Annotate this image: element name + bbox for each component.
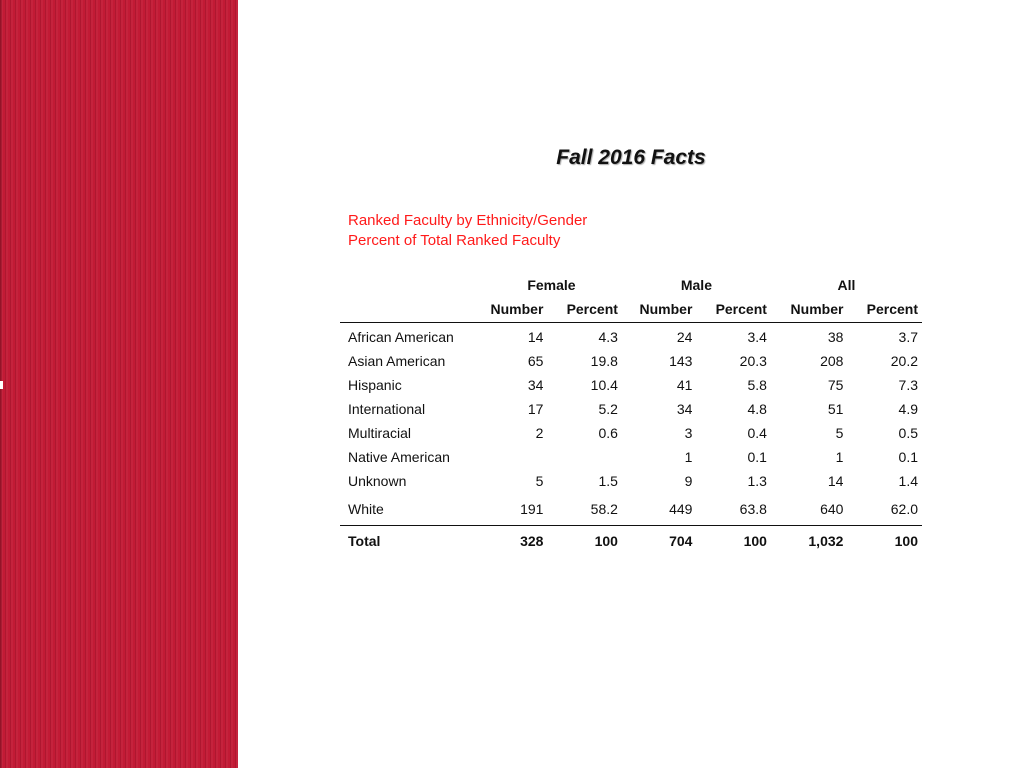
table-row bbox=[340, 469, 922, 493]
cell-all-number: 14 bbox=[827, 473, 844, 489]
table-row bbox=[340, 373, 922, 397]
cell-male-percent: 3.4 bbox=[747, 329, 767, 345]
cell-female-percent: 5.2 bbox=[598, 401, 618, 417]
group-header-all: All bbox=[837, 277, 856, 293]
total-male-percent: 100 bbox=[743, 533, 767, 549]
group-header-male: Male bbox=[680, 277, 712, 293]
subtitle-percent-total: Percent of Total Ranked Faculty bbox=[348, 232, 561, 249]
total-female-number: 328 bbox=[520, 533, 544, 549]
cell-male-number: 449 bbox=[622, 493, 697, 526]
row-label: Native American bbox=[348, 449, 450, 465]
cell-all-percent: 4.9 bbox=[898, 401, 918, 417]
cell-male-percent: 0.4 bbox=[747, 425, 767, 441]
column-header-male-percent: Percent bbox=[696, 296, 771, 323]
cell-male-number: 143 bbox=[669, 353, 693, 369]
cell-male-number: 41 bbox=[676, 377, 693, 393]
row-label: Hispanic bbox=[348, 377, 402, 393]
group-header-empty bbox=[340, 274, 481, 296]
cell-male-percent: 20.3 bbox=[739, 353, 767, 369]
cell-all-number: 5 bbox=[835, 425, 844, 441]
cell-female-number: 65 bbox=[527, 353, 544, 369]
table-row bbox=[340, 493, 922, 526]
cell-all-number: 75 bbox=[827, 377, 844, 393]
total-all-percent: 100 bbox=[894, 533, 918, 549]
cell-female-number: 17 bbox=[527, 401, 544, 417]
cell-all-percent: 7.3 bbox=[898, 377, 918, 393]
cell-female-number: 5 bbox=[535, 473, 544, 489]
row-label: White bbox=[340, 493, 481, 526]
cell-female-percent: 0.6 bbox=[598, 425, 618, 441]
cell-female-percent: 1.5 bbox=[598, 473, 618, 489]
column-header-female-percent: Percent bbox=[547, 296, 622, 323]
faculty-table-container bbox=[340, 274, 922, 556]
column-header-all-percent: Percent bbox=[847, 296, 922, 323]
row-label: Unknown bbox=[348, 473, 407, 489]
cell-female-number: 2 bbox=[535, 425, 544, 441]
row-label: African American bbox=[348, 329, 454, 345]
table-row bbox=[340, 445, 922, 469]
cell-male-number: 9 bbox=[684, 473, 693, 489]
total-row bbox=[340, 526, 922, 557]
cell-female-percent bbox=[547, 445, 622, 469]
cell-male-percent: 5.8 bbox=[747, 377, 767, 393]
cell-male-percent: 1.3 bbox=[747, 473, 767, 489]
row-label: International bbox=[348, 401, 426, 417]
column-header-label bbox=[340, 296, 481, 323]
cell-male-percent: 4.8 bbox=[747, 401, 767, 417]
column-header-female-number: Number bbox=[481, 296, 547, 323]
cell-female-percent: 19.8 bbox=[590, 353, 618, 369]
cell-all-number: 38 bbox=[827, 329, 844, 345]
cell-male-percent: 63.8 bbox=[696, 493, 771, 526]
group-header-row bbox=[340, 274, 922, 296]
subtitle-ethnicity-gender: Ranked Faculty by Ethnicity/Gender bbox=[348, 212, 588, 229]
group-header-female: Female bbox=[527, 277, 576, 293]
cell-male-number: 24 bbox=[676, 329, 693, 345]
cell-all-number: 1 bbox=[835, 449, 844, 465]
table-row bbox=[340, 349, 922, 373]
total-all-number: 1,032 bbox=[808, 533, 844, 549]
cell-all-number: 208 bbox=[820, 353, 844, 369]
column-header-row bbox=[340, 296, 922, 323]
cell-all-percent: 1.4 bbox=[898, 473, 918, 489]
cell-all-number: 51 bbox=[827, 401, 844, 417]
column-header-male-number: Number bbox=[622, 296, 697, 323]
cell-female-percent: 10.4 bbox=[590, 377, 618, 393]
total-label: Total bbox=[348, 533, 381, 549]
edge-marker bbox=[0, 381, 3, 389]
cell-male-percent: 0.1 bbox=[747, 449, 767, 465]
total-female-percent: 100 bbox=[594, 533, 618, 549]
cell-male-number: 1 bbox=[684, 449, 693, 465]
cell-all-percent: 62.0 bbox=[847, 493, 922, 526]
table-row bbox=[340, 397, 922, 421]
cell-all-percent: 0.1 bbox=[898, 449, 918, 465]
row-label: Asian American bbox=[348, 353, 446, 369]
decorative-red-side-band bbox=[0, 0, 238, 768]
row-label: Multiracial bbox=[348, 425, 412, 441]
cell-female-number: 191 bbox=[481, 493, 547, 526]
cell-female-number bbox=[481, 445, 547, 469]
cell-female-number: 34 bbox=[527, 377, 544, 393]
faculty-ethnicity-gender-table bbox=[340, 274, 922, 556]
table-row bbox=[340, 421, 922, 445]
table-row bbox=[340, 323, 922, 350]
cell-all-percent: 0.5 bbox=[898, 425, 918, 441]
cell-female-percent: 58.2 bbox=[547, 493, 622, 526]
page-title: Fall 2016 Facts bbox=[556, 146, 706, 169]
cell-male-number: 3 bbox=[684, 425, 693, 441]
cell-all-number: 640 bbox=[771, 493, 848, 526]
cell-female-number: 14 bbox=[527, 329, 544, 345]
cell-female-percent: 4.3 bbox=[598, 329, 618, 345]
column-header-all-number: Number bbox=[771, 296, 848, 323]
cell-male-number: 34 bbox=[676, 401, 693, 417]
total-male-number: 704 bbox=[669, 533, 693, 549]
cell-all-percent: 20.2 bbox=[890, 353, 918, 369]
cell-all-percent: 3.7 bbox=[898, 329, 918, 345]
